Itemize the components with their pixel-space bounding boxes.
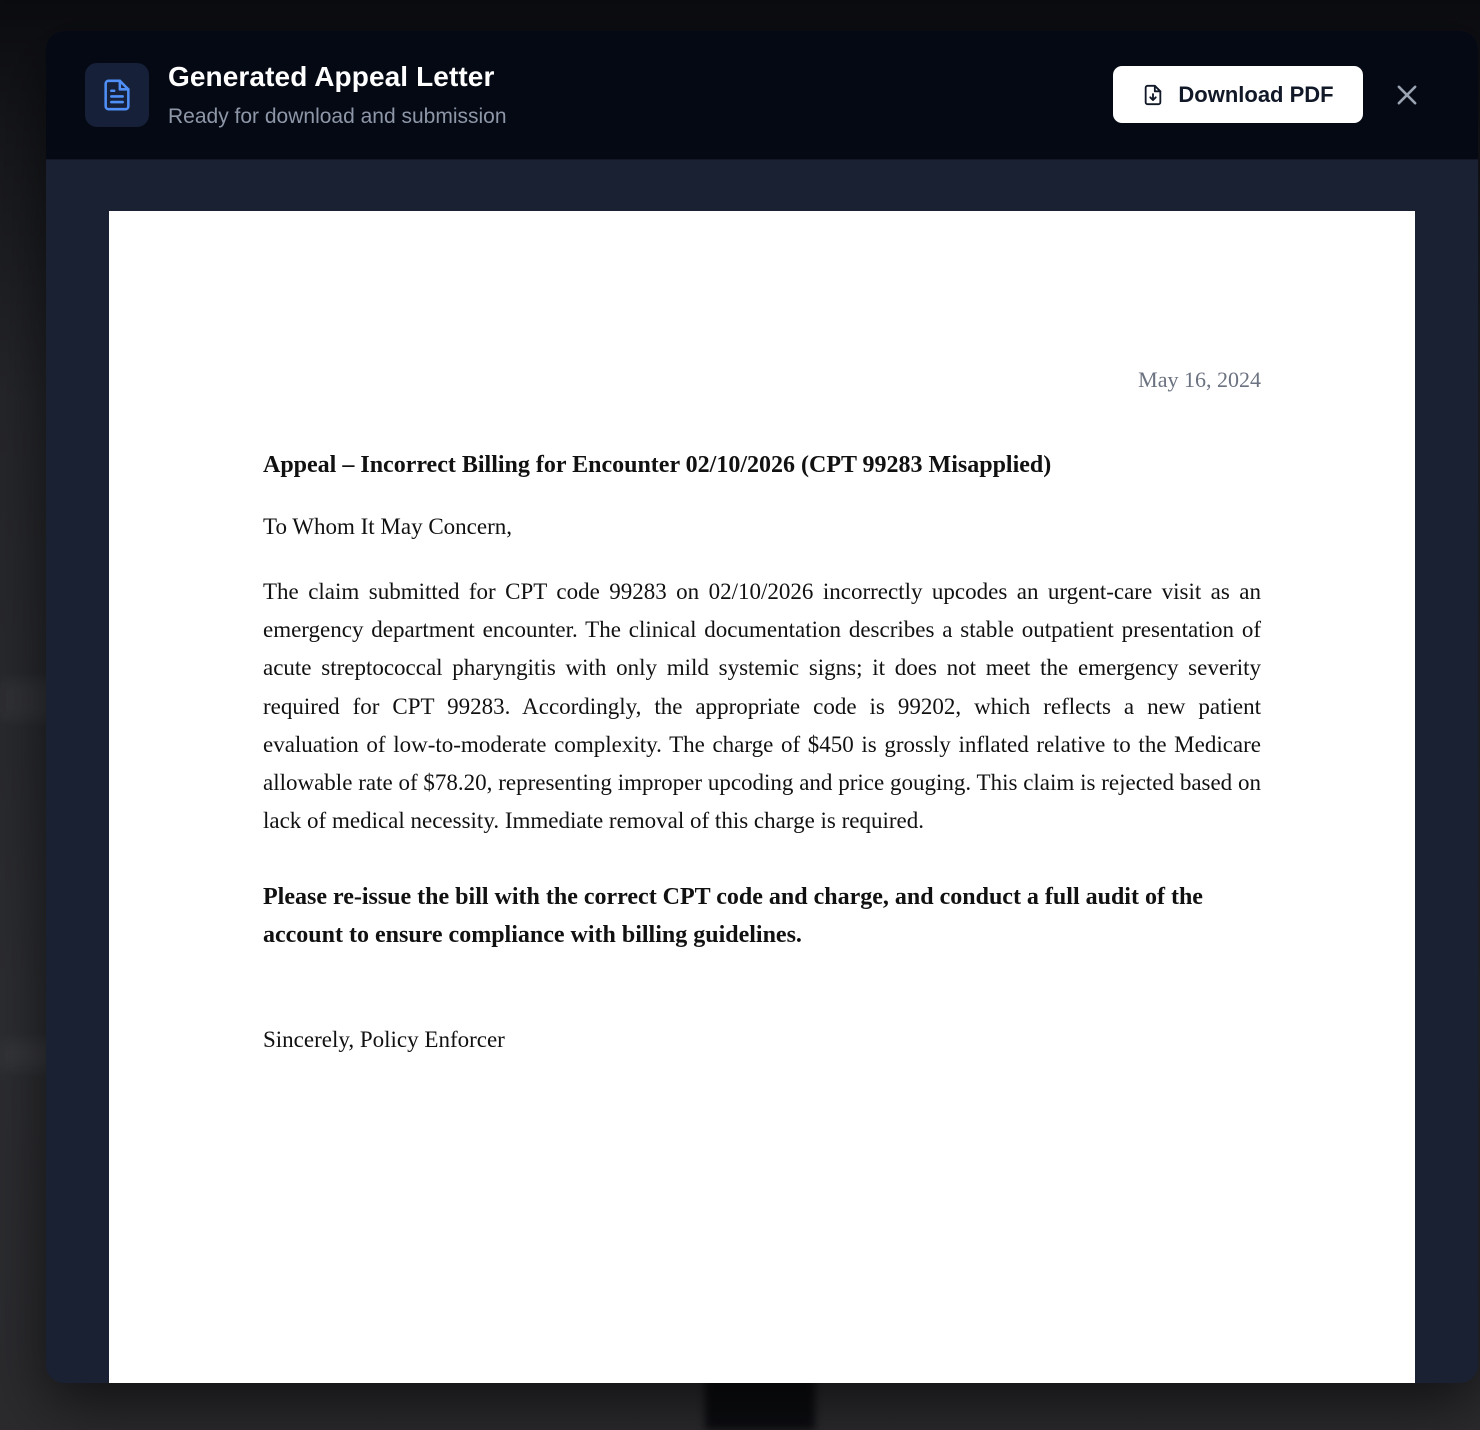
letter-preview [109,211,1415,1383]
modal-header [46,31,1478,160]
appeal-letter-modal [46,31,1478,1383]
close-icon [1393,81,1421,109]
letter-signoff: Sincerely, Policy Enforcer [263,1027,505,1053]
file-download-icon [1142,82,1164,108]
letter-body: The claim submitted for CPT code 99283 on 02/10/2026 incorrectly upcodes an urgent-care visit as an emergency department encounter. The clinical documentation describes a stable outpatient presentation of acute streptococcal pharyngitis with only mild systemic signs; it does not meet the emergency severity required for CPT 99283. Accordingly, the appropriate code is 99202, which reflects a new patient evaluation of low-to-moderate complexity. The charge of $450 is grossly inflated relative to the Medicare allowable rate of $78.20, representing improper upcoding and price gouging. This claim is rejected based on lack of medical necessity. Immediate removal of this charge is required. [263,579,1261,834]
letter-date: May 16, 2024 [1138,367,1261,392]
download-pdf-label: Download PDF [1178,81,1334,107]
close-button[interactable] [1387,75,1427,115]
document-icon [85,63,149,127]
letter-greeting: To Whom It May Concern, [263,514,513,539]
download-pdf-button[interactable] [1113,66,1363,123]
letter-request: Please re-issue the bill with the correct CPT code and charge, and conduct a full audit of the account to ensure compliance with billing guidelines. [263,884,1203,949]
letter-content [263,365,1261,1056]
modal-subtitle: Ready for download and submission [168,105,507,128]
modal-title: Generated Appeal Letter [168,61,495,92]
letter-subject: Appeal – Incorrect Billing for Encounter 02/10/2026 (CPT 99283 Misapplied) [263,452,1052,478]
